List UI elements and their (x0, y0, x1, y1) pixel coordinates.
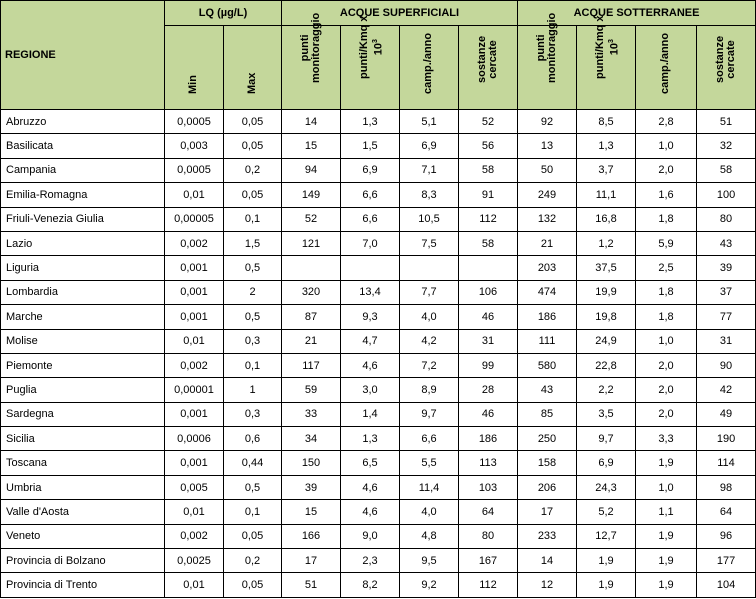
cell-sot-sostanze: 58 (697, 158, 756, 182)
cell-sup-punti-kmq: 1,3 (341, 427, 400, 451)
cell-sot-sostanze: 43 (697, 231, 756, 255)
cell-sot-camp: 2,5 (636, 256, 697, 280)
cell-sup-punti: 87 (282, 305, 341, 329)
cell-sup-sostanze: 91 (459, 183, 518, 207)
cell-sot-punti: 21 (518, 231, 577, 255)
cell-lq-max: 0,05 (224, 573, 282, 597)
cell-sup-camp: 7,2 (400, 353, 459, 377)
cell-sup-punti-kmq: 9,3 (341, 305, 400, 329)
cell-sot-sostanze: 39 (697, 256, 756, 280)
cell-regione-name: Valle d'Aosta (1, 500, 165, 524)
cell-sot-punti-kmq: 1,9 (577, 549, 636, 573)
cell-sot-punti: 12 (518, 573, 577, 597)
table-row (1, 256, 756, 280)
cell-lq-min: 0,0005 (165, 110, 224, 134)
cell-sot-punti: 158 (518, 451, 577, 475)
cell-sup-punti: 149 (282, 183, 341, 207)
cell-sup-camp: 9,5 (400, 549, 459, 573)
cell-sot-punti: 13 (518, 134, 577, 158)
cell-sot-sostanze: 96 (697, 524, 756, 548)
cell-sup-punti-kmq: 8,2 (341, 573, 400, 597)
cell-lq-max: 0,05 (224, 524, 282, 548)
cell-sot-punti-kmq: 12,7 (577, 524, 636, 548)
cell-sot-punti-kmq: 3,7 (577, 158, 636, 182)
cell-sup-punti-kmq: 13,4 (341, 280, 400, 304)
cell-sot-sostanze: 100 (697, 183, 756, 207)
cell-sup-camp: 7,1 (400, 158, 459, 182)
cell-sot-punti: 132 (518, 207, 577, 231)
cell-sup-punti: 121 (282, 231, 341, 255)
header-sot-sostanze-cercate: sostanze cercate (697, 26, 756, 110)
cell-sot-punti: 43 (518, 378, 577, 402)
cell-regione-name: Friuli-Venezia Giulia (1, 207, 165, 231)
cell-sup-punti: 17 (282, 549, 341, 573)
cell-sup-sostanze: 46 (459, 305, 518, 329)
cell-lq-min: 0,0005 (165, 158, 224, 182)
cell-sup-punti-kmq: 6,5 (341, 451, 400, 475)
cell-sot-camp: 3,3 (636, 427, 697, 451)
header-max: Max (224, 26, 282, 110)
cell-lq-min: 0,00001 (165, 378, 224, 402)
cell-sup-sostanze: 28 (459, 378, 518, 402)
cell-sup-camp: 9,2 (400, 573, 459, 597)
cell-sup-punti: 166 (282, 524, 341, 548)
cell-sup-camp (400, 256, 459, 280)
cell-sup-camp: 6,6 (400, 427, 459, 451)
table-row (1, 427, 756, 451)
cell-lq-min: 0,001 (165, 280, 224, 304)
cell-sot-camp: 1,9 (636, 524, 697, 548)
cell-lq-min: 0,01 (165, 183, 224, 207)
cell-regione-name: Lazio (1, 231, 165, 255)
cell-sot-camp: 2,0 (636, 353, 697, 377)
cell-sup-camp: 4,0 (400, 500, 459, 524)
cell-sup-sostanze: 112 (459, 573, 518, 597)
cell-lq-max: 1,5 (224, 231, 282, 255)
cell-sot-sostanze: 80 (697, 207, 756, 231)
cell-sup-sostanze: 52 (459, 110, 518, 134)
cell-sup-punti: 117 (282, 353, 341, 377)
cell-lq-max: 0,3 (224, 402, 282, 426)
cell-sup-punti: 34 (282, 427, 341, 451)
cell-lq-min: 0,005 (165, 475, 224, 499)
cell-sot-punti: 250 (518, 427, 577, 451)
table-row (1, 378, 756, 402)
header-sup-sostanze-cercate: sostanze cercate (459, 26, 518, 110)
cell-lq-min: 0,002 (165, 353, 224, 377)
cell-sot-sostanze: 37 (697, 280, 756, 304)
cell-sup-camp: 5,5 (400, 451, 459, 475)
cell-sot-sostanze: 49 (697, 402, 756, 426)
cell-sot-sostanze: 98 (697, 475, 756, 499)
cell-lq-max: 0,1 (224, 353, 282, 377)
cell-sup-camp: 8,9 (400, 378, 459, 402)
cell-sot-punti-kmq: 24,9 (577, 329, 636, 353)
cell-lq-max: 0,5 (224, 305, 282, 329)
cell-sup-camp: 7,5 (400, 231, 459, 255)
cell-sot-camp: 2,0 (636, 402, 697, 426)
table-row (1, 500, 756, 524)
cell-sot-punti-kmq: 16,8 (577, 207, 636, 231)
cell-lq-min: 0,001 (165, 305, 224, 329)
cell-lq-max: 0,2 (224, 158, 282, 182)
cell-sup-punti-kmq: 6,9 (341, 158, 400, 182)
cell-sot-camp: 1,0 (636, 475, 697, 499)
cell-sot-sostanze: 114 (697, 451, 756, 475)
cell-sot-punti-kmq: 1,2 (577, 231, 636, 255)
table-row (1, 183, 756, 207)
cell-sot-punti: 85 (518, 402, 577, 426)
cell-regione-name: Lombardia (1, 280, 165, 304)
cell-sup-punti-kmq: 4,6 (341, 500, 400, 524)
cell-sup-sostanze: 99 (459, 353, 518, 377)
cell-sot-punti-kmq: 3,5 (577, 402, 636, 426)
cell-lq-min: 0,001 (165, 451, 224, 475)
cell-sup-punti: 94 (282, 158, 341, 182)
cell-sup-punti: 59 (282, 378, 341, 402)
cell-sot-punti: 17 (518, 500, 577, 524)
cell-sup-camp: 11,4 (400, 475, 459, 499)
cell-sot-punti: 580 (518, 353, 577, 377)
table-row (1, 353, 756, 377)
header-sot-punti-monitoraggio: punti monitoraggio (518, 26, 577, 110)
cell-sup-punti-kmq: 1,3 (341, 110, 400, 134)
cell-regione-name: Abruzzo (1, 110, 165, 134)
cell-sup-sostanze: 167 (459, 549, 518, 573)
cell-sup-punti: 15 (282, 500, 341, 524)
cell-sup-sostanze: 112 (459, 207, 518, 231)
cell-sot-camp: 1,0 (636, 134, 697, 158)
cell-sot-punti: 249 (518, 183, 577, 207)
cell-sot-sostanze: 77 (697, 305, 756, 329)
table-row (1, 280, 756, 304)
table-row (1, 110, 756, 134)
table-row (1, 134, 756, 158)
cell-sup-camp: 7,7 (400, 280, 459, 304)
cell-regione-name: Umbria (1, 475, 165, 499)
table-row (1, 573, 756, 597)
table-row (1, 305, 756, 329)
cell-sot-sostanze: 177 (697, 549, 756, 573)
cell-sup-punti: 33 (282, 402, 341, 426)
cell-sup-punti-kmq: 9,0 (341, 524, 400, 548)
cell-sot-camp: 2,8 (636, 110, 697, 134)
cell-lq-max: 0,5 (224, 475, 282, 499)
cell-lq-min: 0,0025 (165, 549, 224, 573)
cell-sup-punti-kmq: 2,3 (341, 549, 400, 573)
cell-regione-name: Provincia di Trento (1, 573, 165, 597)
cell-sot-punti-kmq: 22,8 (577, 353, 636, 377)
cell-sot-punti: 92 (518, 110, 577, 134)
cell-sup-punti: 51 (282, 573, 341, 597)
cell-sup-camp: 4,8 (400, 524, 459, 548)
cell-sot-punti-kmq: 6,9 (577, 451, 636, 475)
cell-lq-min: 0,0006 (165, 427, 224, 451)
header-sot-punti-kmq: punti/Kmq x $10^3$ (577, 26, 636, 110)
cell-sot-camp: 5,9 (636, 231, 697, 255)
cell-lq-max: 0,1 (224, 500, 282, 524)
cell-sot-punti-kmq: 37,5 (577, 256, 636, 280)
cell-sup-sostanze: 58 (459, 231, 518, 255)
cell-regione-name: Sicilia (1, 427, 165, 451)
cell-sot-punti-kmq: 11,1 (577, 183, 636, 207)
table-row (1, 475, 756, 499)
cell-sup-sostanze: 64 (459, 500, 518, 524)
cell-regione-name: Sardegna (1, 402, 165, 426)
cell-sot-punti-kmq: 5,2 (577, 500, 636, 524)
cell-regione-name: Provincia di Bolzano (1, 549, 165, 573)
cell-sot-camp: 1,8 (636, 280, 697, 304)
cell-sup-sostanze: 56 (459, 134, 518, 158)
cell-sup-punti: 320 (282, 280, 341, 304)
cell-sup-camp: 6,9 (400, 134, 459, 158)
cell-lq-max: 0,05 (224, 183, 282, 207)
cell-lq-max: 0,5 (224, 256, 282, 280)
cell-sot-camp: 1,0 (636, 329, 697, 353)
cell-regione-name: Emilia-Romagna (1, 183, 165, 207)
table-row (1, 329, 756, 353)
cell-sot-camp: 2,0 (636, 158, 697, 182)
cell-sup-sostanze: 80 (459, 524, 518, 548)
cell-sot-punti-kmq: 19,9 (577, 280, 636, 304)
cell-sup-punti: 14 (282, 110, 341, 134)
cell-regione-name: Molise (1, 329, 165, 353)
cell-sot-sostanze: 64 (697, 500, 756, 524)
cell-sot-camp: 1,9 (636, 573, 697, 597)
cell-sup-punti: 15 (282, 134, 341, 158)
cell-sup-punti-kmq: 4,6 (341, 353, 400, 377)
cell-sot-punti-kmq: 1,9 (577, 573, 636, 597)
cell-lq-min: 0,003 (165, 134, 224, 158)
cell-sup-camp: 9,7 (400, 402, 459, 426)
cell-sot-camp: 1,8 (636, 305, 697, 329)
cell-sup-punti: 21 (282, 329, 341, 353)
header-min: Min (165, 26, 224, 110)
cell-sot-punti: 111 (518, 329, 577, 353)
cell-lq-min: 0,00005 (165, 207, 224, 231)
cell-sup-camp: 4,0 (400, 305, 459, 329)
cell-sup-punti (282, 256, 341, 280)
cell-sup-sostanze: 46 (459, 402, 518, 426)
cell-sot-punti-kmq: 24,3 (577, 475, 636, 499)
cell-sup-punti-kmq: 1,5 (341, 134, 400, 158)
cell-lq-max: 0,05 (224, 110, 282, 134)
cell-lq-max: 1 (224, 378, 282, 402)
cell-sot-punti-kmq: 1,3 (577, 134, 636, 158)
cell-regione-name: Marche (1, 305, 165, 329)
cell-sup-punti: 52 (282, 207, 341, 231)
cell-sot-punti-kmq: 8,5 (577, 110, 636, 134)
cell-sup-sostanze: 186 (459, 427, 518, 451)
cell-sot-punti: 206 (518, 475, 577, 499)
cell-sup-punti-kmq: 6,6 (341, 183, 400, 207)
cell-sup-sostanze: 106 (459, 280, 518, 304)
cell-sup-punti-kmq: 6,6 (341, 207, 400, 231)
cell-sot-punti: 50 (518, 158, 577, 182)
header-acque-sotterranee: ACQUE SOTTERRANEE (518, 1, 756, 26)
header-sup-camp-anno: camp./anno (400, 26, 459, 110)
cell-lq-max: 0,44 (224, 451, 282, 475)
cell-lq-min: 0,01 (165, 329, 224, 353)
cell-sot-sostanze: 90 (697, 353, 756, 377)
cell-sup-camp: 4,2 (400, 329, 459, 353)
cell-sup-punti: 39 (282, 475, 341, 499)
cell-sup-camp: 5,1 (400, 110, 459, 134)
cell-regione-name: Veneto (1, 524, 165, 548)
cell-sot-sostanze: 31 (697, 329, 756, 353)
table-row (1, 524, 756, 548)
cell-sot-camp: 2,0 (636, 378, 697, 402)
cell-sot-sostanze: 32 (697, 134, 756, 158)
cell-lq-max: 0,3 (224, 329, 282, 353)
table-row (1, 207, 756, 231)
cell-sot-punti: 203 (518, 256, 577, 280)
cell-sot-camp: 1,9 (636, 549, 697, 573)
cell-sot-punti: 14 (518, 549, 577, 573)
cell-regione-name: Toscana (1, 451, 165, 475)
cell-sup-camp: 8,3 (400, 183, 459, 207)
cell-sup-punti-kmq: 1,4 (341, 402, 400, 426)
cell-sot-punti: 233 (518, 524, 577, 548)
cell-sup-punti-kmq: 4,6 (341, 475, 400, 499)
table-row (1, 549, 756, 573)
cell-sot-camp: 1,8 (636, 207, 697, 231)
cell-regione-name: Liguria (1, 256, 165, 280)
cell-sot-punti-kmq: 2,2 (577, 378, 636, 402)
cell-lq-min: 0,001 (165, 256, 224, 280)
cell-sot-sostanze: 42 (697, 378, 756, 402)
cell-sup-punti-kmq (341, 256, 400, 280)
cell-sup-camp: 10,5 (400, 207, 459, 231)
cell-sup-punti-kmq: 3,0 (341, 378, 400, 402)
cell-lq-max: 0,1 (224, 207, 282, 231)
cell-sot-punti-kmq: 9,7 (577, 427, 636, 451)
cell-sup-sostanze: 103 (459, 475, 518, 499)
cell-lq-min: 0,01 (165, 573, 224, 597)
cell-sup-punti: 150 (282, 451, 341, 475)
header-sup-punti-kmq: punti/Kmq x $10^3$ (341, 26, 400, 110)
cell-sup-sostanze: 113 (459, 451, 518, 475)
cell-sot-punti-kmq: 19,8 (577, 305, 636, 329)
cell-sup-sostanze (459, 256, 518, 280)
cell-sup-sostanze: 58 (459, 158, 518, 182)
cell-sot-punti: 186 (518, 305, 577, 329)
cell-sot-camp: 1,9 (636, 451, 697, 475)
cell-sot-camp: 1,1 (636, 500, 697, 524)
header-regione: REGIONE (1, 1, 165, 110)
table-body (1, 110, 756, 598)
cell-sot-sostanze: 51 (697, 110, 756, 134)
cell-regione-name: Piemonte (1, 353, 165, 377)
cell-sot-sostanze: 104 (697, 573, 756, 597)
cell-lq-min: 0,001 (165, 402, 224, 426)
cell-lq-min: 0,002 (165, 524, 224, 548)
cell-sup-punti-kmq: 7,0 (341, 231, 400, 255)
cell-regione-name: Puglia (1, 378, 165, 402)
cell-sup-sostanze: 31 (459, 329, 518, 353)
cell-regione-name: Basilicata (1, 134, 165, 158)
cell-lq-max: 2 (224, 280, 282, 304)
table-row (1, 158, 756, 182)
cell-sot-camp: 1,6 (636, 183, 697, 207)
header-sot-camp-anno: camp./anno (636, 26, 697, 110)
table-row (1, 231, 756, 255)
cell-lq-max: 0,05 (224, 134, 282, 158)
header-acque-superficiali: ACQUE SUPERFICIALI (282, 1, 518, 26)
header-sup-punti-monitoraggio: punti monitoraggio (282, 26, 341, 110)
cell-sot-punti: 474 (518, 280, 577, 304)
cell-lq-min: 0,01 (165, 500, 224, 524)
cell-sot-sostanze: 190 (697, 427, 756, 451)
cell-regione-name: Campania (1, 158, 165, 182)
cell-sup-punti-kmq: 4,7 (341, 329, 400, 353)
table-row (1, 402, 756, 426)
cell-lq-max: 0,6 (224, 427, 282, 451)
cell-lq-max: 0,2 (224, 549, 282, 573)
header-lq: LQ (µg/L) (165, 1, 282, 26)
cell-lq-min: 0,002 (165, 231, 224, 255)
table-row (1, 451, 756, 475)
